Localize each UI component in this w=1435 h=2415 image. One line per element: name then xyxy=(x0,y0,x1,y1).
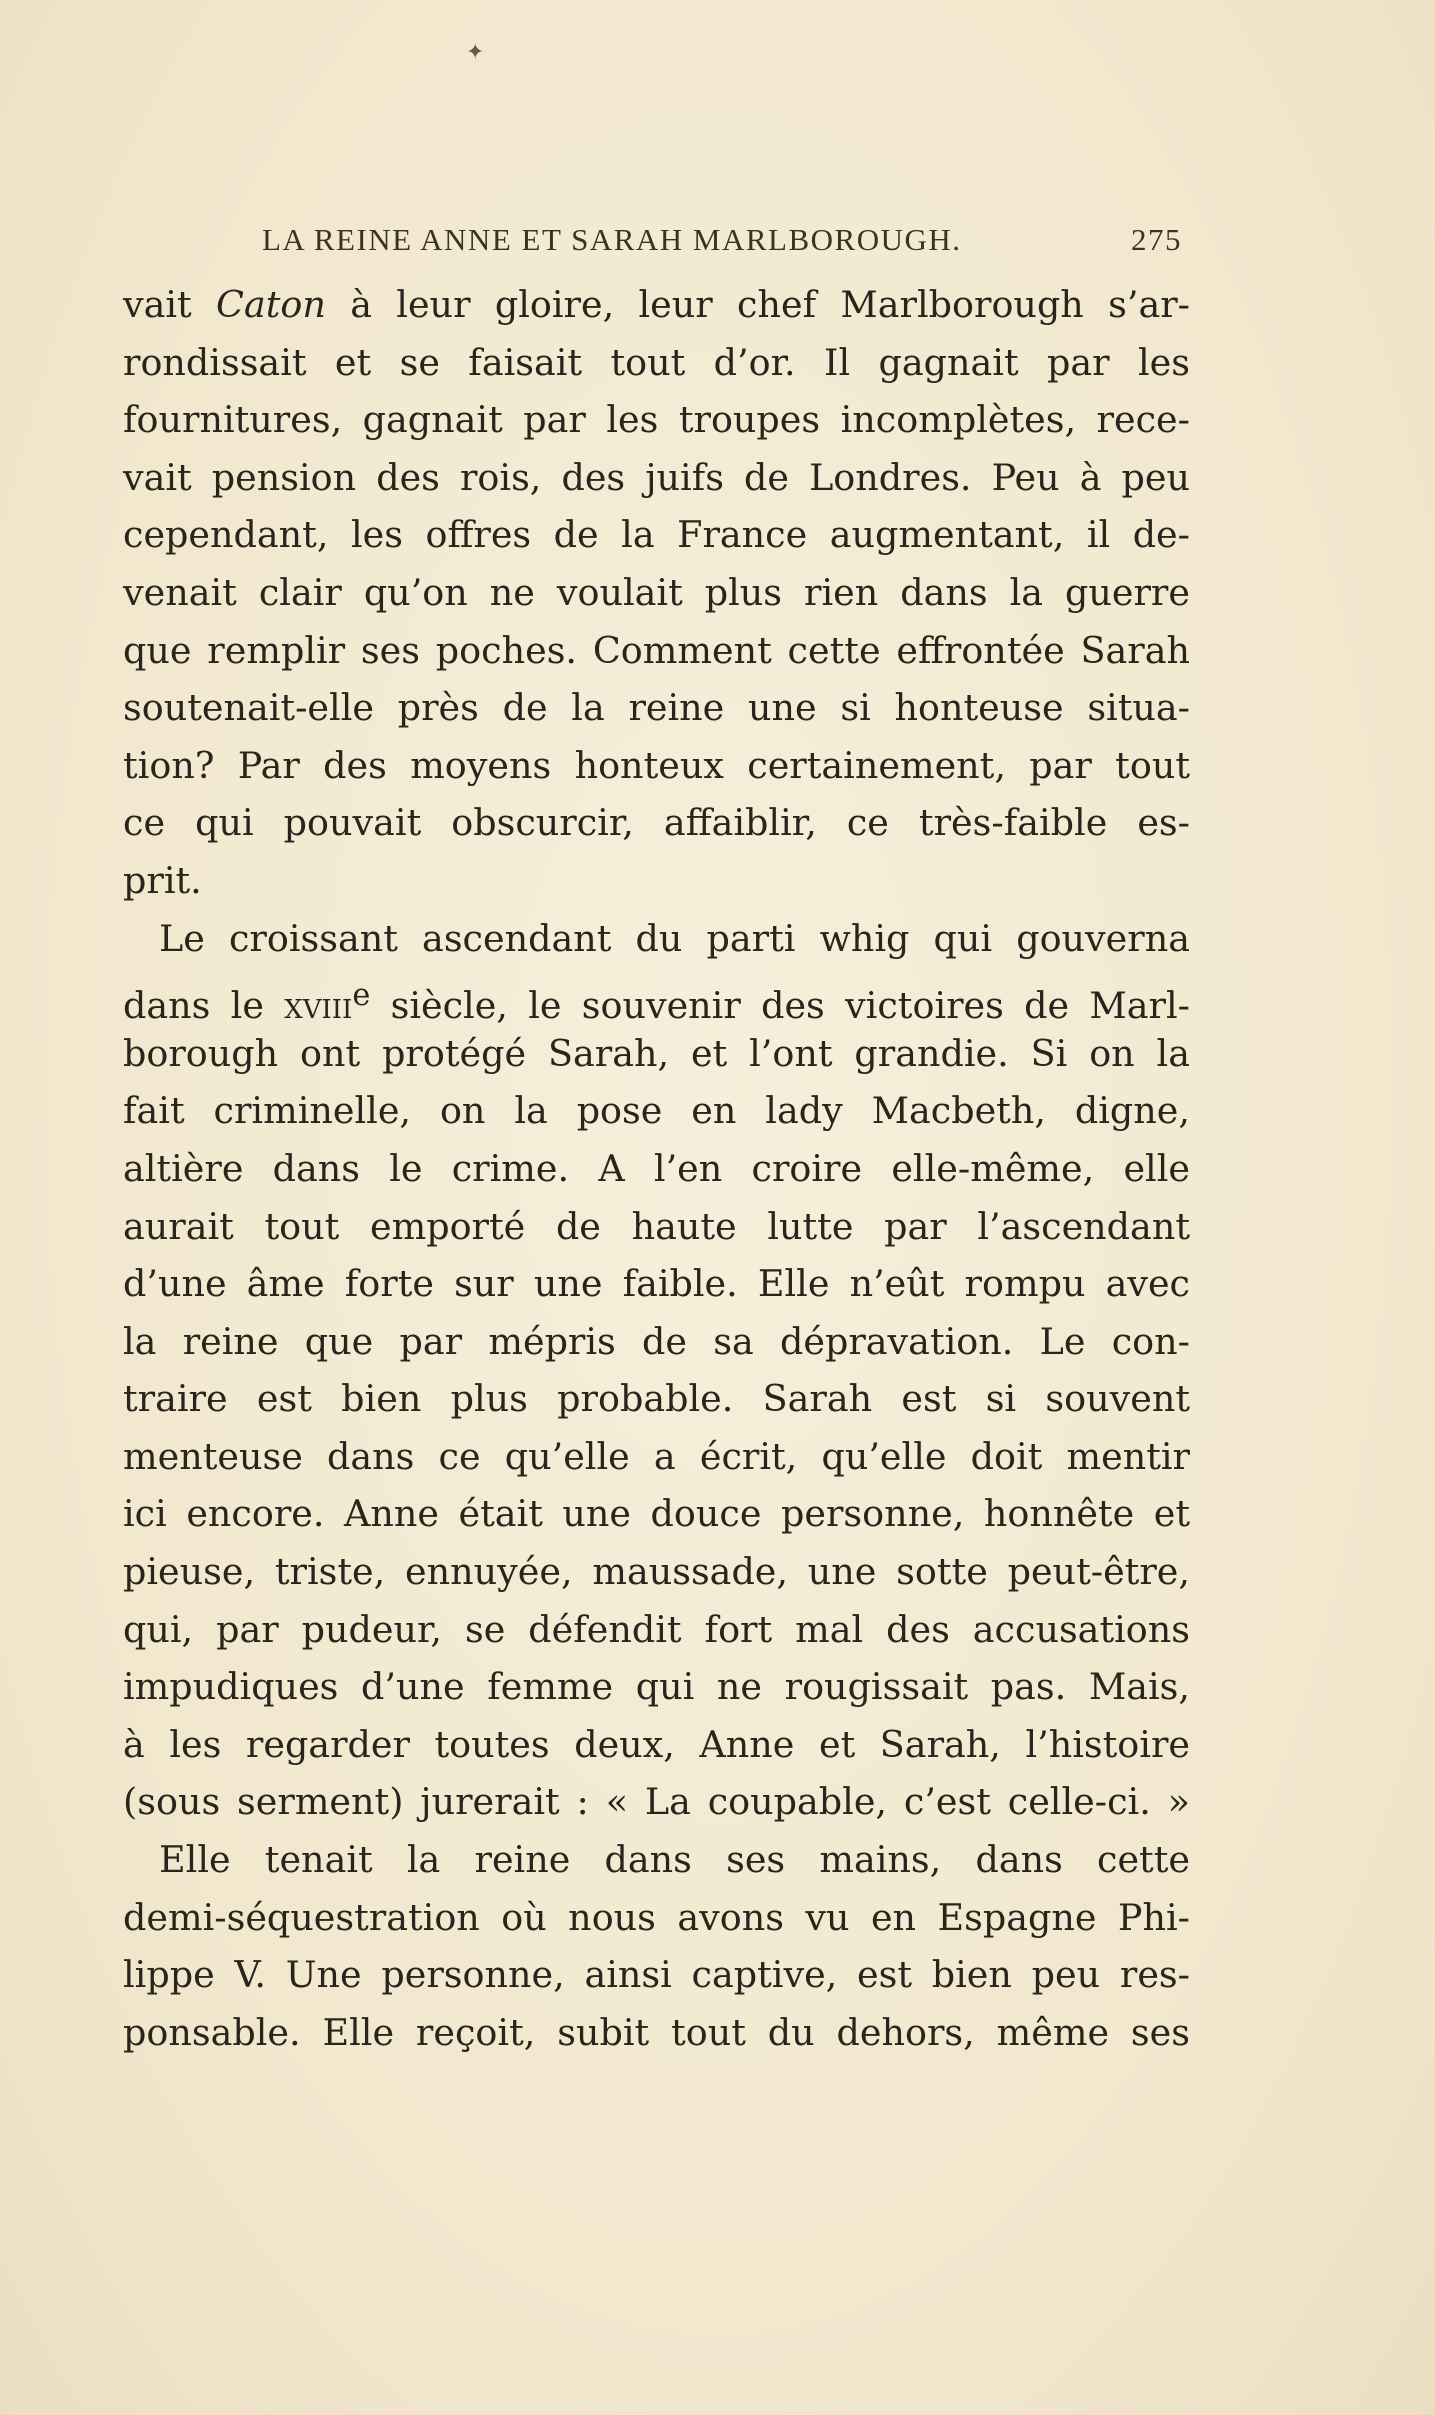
text-line: prit. xyxy=(123,858,202,902)
text-line: cependant, les offres de la France augmentant, il de- xyxy=(123,513,1190,557)
text-line: rondissait et se faisait tout d’or. Il gagnait par les xyxy=(123,340,1190,384)
italic-name: Caton xyxy=(216,283,326,326)
text-line: (sous serment) jurerait : « La coupable, c’est celle-ci. » xyxy=(123,1780,1190,1824)
text-line: demi-séquestration où nous avons vu en Espagne Phi- xyxy=(123,1895,1190,1939)
text-line: tion? Par des moyens honteux certainement, par tout xyxy=(123,743,1190,787)
text-line: dans le xviii$^e$ siècle, le souvenir des victoires de Marl- xyxy=(123,978,1191,1028)
text-line: fait criminelle, on la pose en lady Macbeth, digne, xyxy=(123,1089,1190,1133)
text-line: lippe V. Une personne, ainsi captive, est bien peu res- xyxy=(123,1953,1190,1997)
text-line: soutenait-elle près de la reine une si honteuse situa- xyxy=(123,686,1190,730)
text-line: venait clair qu’on ne voulait plus rien dans la guerre xyxy=(123,570,1190,614)
text-line: borough ont protégé Sarah, et l’ont grandie. Si on la xyxy=(123,1031,1190,1075)
text-line: vait pension des rois, des juifs de Londres. Peu à peu xyxy=(123,455,1190,499)
text-line: ce qui pouvait obscurcir, affaiblir, ce très-faible es- xyxy=(123,801,1190,845)
text-line: impudiques d’une femme qui ne rougissait pas. Mais, xyxy=(123,1665,1190,1709)
text-line: traire est bien plus probable. Sarah est si souvent xyxy=(123,1377,1190,1421)
text-line: à les regarder toutes deux, Anne et Sarah, l’histoire xyxy=(123,1722,1190,1766)
text-line: Elle tenait la reine dans ses mains, dans cette xyxy=(159,1838,1190,1882)
fleuron-icon: ✦ xyxy=(466,40,485,65)
text-line: ici encore. Anne était une douce personne, honnête et xyxy=(123,1492,1190,1536)
text-line: d’une âme forte sur une faible. Elle n’eût rompu avec xyxy=(123,1262,1190,1306)
text-line: Le croissant ascendant du parti whig qui gouverna xyxy=(159,916,1190,960)
text-line: menteuse dans ce qu’elle a écrit, qu’elle doit mentir xyxy=(123,1434,1190,1478)
page-header xyxy=(262,222,1182,262)
text-line: fournitures, gagnait par les troupes incomplètes, rece- xyxy=(123,398,1190,442)
text-line: aurait tout emporté de haute lutte par l’ascendant xyxy=(123,1204,1190,1248)
text-line: ponsable. Elle reçoit, subit tout du dehors, même ses xyxy=(123,2010,1190,2054)
century-numeral: xviii xyxy=(284,984,353,1028)
text-line: vait Caton à leur gloire, leur chef Marlborough s’ar- xyxy=(123,283,1191,326)
page-number: 275 xyxy=(1131,222,1182,257)
text-line: pieuse, triste, ennuyée, maussade, une sotte peut-être, xyxy=(123,1550,1190,1594)
text-line: que remplir ses poches. Comment cette effrontée Sarah xyxy=(123,628,1190,672)
text-line: qui, par pudeur, se défendit fort mal des accusations xyxy=(123,1607,1190,1651)
running-title: LA REINE ANNE ET SARAH MARLBOROUGH. xyxy=(262,222,962,257)
text-line: altière dans le crime. A l’en croire elle-même, elle xyxy=(123,1146,1190,1190)
text-line: la reine que par mépris de sa dépravation. Le con- xyxy=(123,1319,1190,1363)
body-text xyxy=(123,276,1190,2061)
